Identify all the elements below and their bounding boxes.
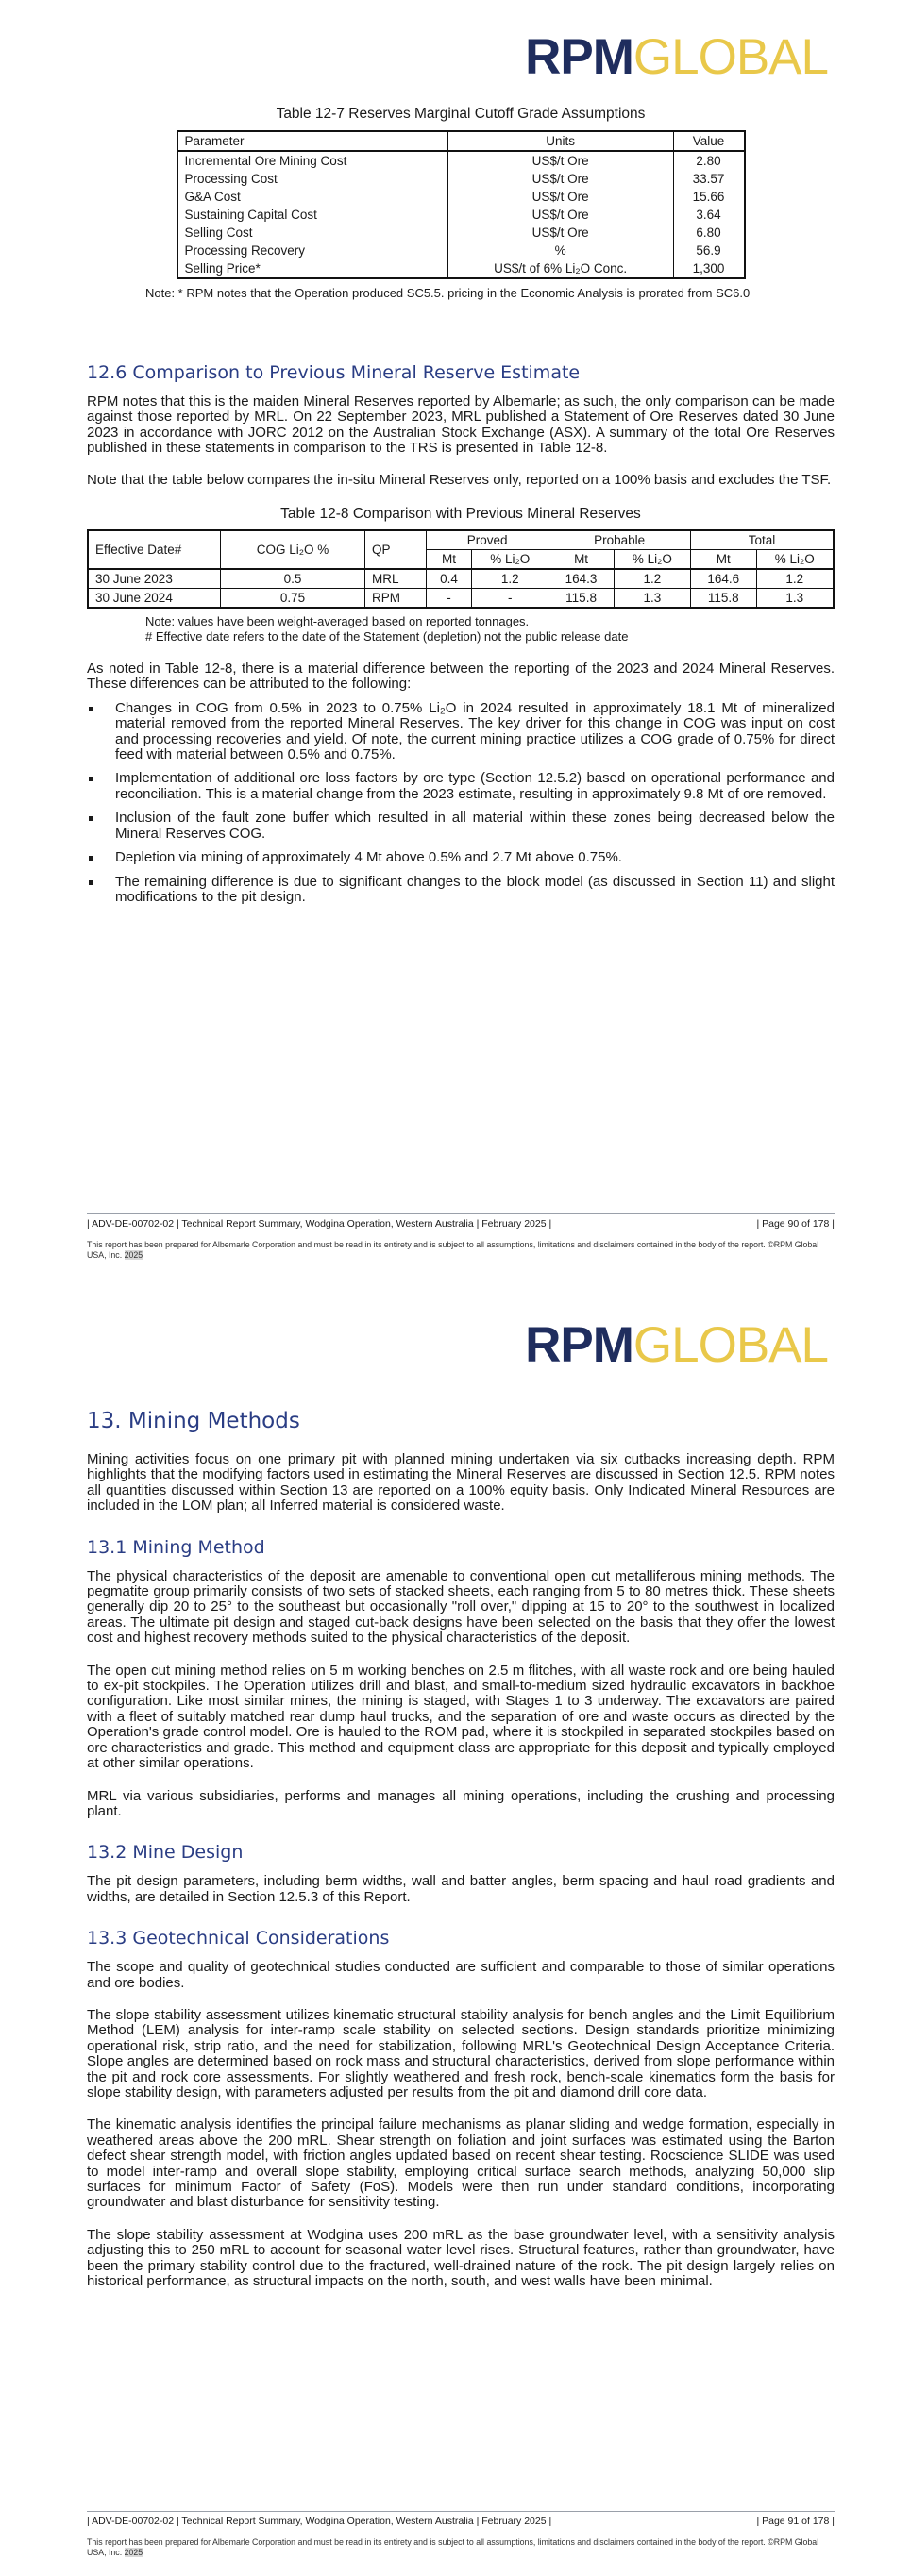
- list-item-text: Implementation of additional ore loss factors by ore type (Section 12.5.2) based on operational performance and reconciliation. This is a material change from the 2023 estimate, resulting in approximately 9.8 Mt of ore removed.: [115, 770, 835, 802]
- differences-list: [87, 701, 835, 905]
- table-row: [177, 206, 745, 224]
- table-cell: 164.6: [691, 569, 757, 589]
- table-cell: 1,300: [673, 259, 744, 278]
- table-cell: 33.57: [673, 170, 744, 188]
- paragraph: MRL via various subsidiaries, performs and manages all mining operations, including the crushing and processing plant.: [87, 1787, 835, 1819]
- page-footer: [87, 1213, 835, 1260]
- table-cell: 1.3: [614, 589, 690, 609]
- table-header: Value: [673, 131, 744, 151]
- table-header: Mt: [691, 550, 757, 570]
- footer-year: 2025: [124, 1249, 143, 1260]
- list-item: [87, 701, 835, 763]
- table-note: Note: values have been weight-averaged based on reported tonnages.: [145, 614, 530, 629]
- page-number: | Page 90 of 178 |: [756, 1218, 835, 1229]
- table-note: # Effective date refers to the date of the Statement (depletion) not the public release date: [145, 629, 629, 644]
- table-cell: -: [427, 589, 472, 609]
- table-cell: Selling Price*: [177, 259, 448, 278]
- footer-disclaimer: This report has been prepared for Albemarle Corporation and must be read in its entirety and is subject to all assumptions, limitations and disclaimers contained in the body of the report. ©RPM Global USA, Inc. 2025: [87, 1240, 819, 1260]
- table-header: % Li₂O: [472, 550, 548, 570]
- paragraph: The kinematic analysis identifies the principal failure mechanisms as planar sliding and wedge formation, especially in weathered areas above the 200 mRL. Shear strength on foliation and joint surfaces was estimated using the Barton defect shear strength model, with friction angles updated based on recent shear testing. Rocscience SLIDE was used to model inter-ramp and overall slope stability, employing critical surface search methods, analyzing 50,000 slip surfaces for minimum Factor of Safety (FoS). Models were then run under standard conditions, incorporating groundwater and blast disturbance for sensitivity testing.: [87, 2116, 835, 2211]
- table-header: Proved: [427, 530, 548, 550]
- table-caption: Table 12-8 Comparison with Previous Mineral Reserves: [280, 506, 641, 523]
- table-cell: 1.2: [472, 569, 548, 589]
- table-row: [177, 242, 745, 259]
- footer-meta: [87, 1214, 835, 1231]
- table-12-7-block: [87, 106, 835, 300]
- table-cell: 0.75: [221, 589, 365, 609]
- footer-disclaimer: This report has been prepared for Albemarle Corporation and must be read in its entirety and is subject to all assumptions, limitations and disclaimers contained in the body of the report. ©RPM Global USA, Inc. 2025: [87, 2537, 819, 2557]
- table-cell: US$/t of 6% Li₂O Conc.: [447, 259, 673, 278]
- footer-doc-info: | ADV-DE-00702-02 | Technical Report Summary, Wodgina Operation, Western Australia | February 2025 |: [87, 2516, 552, 2527]
- table-note: Note: * RPM notes that the Operation produced SC5.5. pricing in the Economic Analysis is prorated from SC6.0: [145, 286, 751, 300]
- square-bullet-icon: [89, 880, 93, 885]
- table-cell: Processing Recovery: [177, 242, 448, 259]
- section-heading: 13.1 Mining Method: [87, 1536, 265, 1558]
- table-cell: 2.80: [673, 151, 744, 170]
- paragraph: The physical characteristics of the deposit are amenable to conventional open cut metalliferous mining methods. The pegmatite group primarily consists of two sets of stacked sheets, each ranging from 5 to 80 metres thick. These sheets generally dip 20 to 25° to the southeast but occasionally "roll over," dipping at 15 to 20° to the southwest in localized areas. The ultimate pit design and staged cut-back designs have been selected on the basis that they offer the lowest cost and highest recovery methods suited to the physical characteristics of the deposit.: [87, 1567, 835, 1647]
- rpm-global-logo: RPMGLOBAL: [525, 1317, 828, 1373]
- table-cell: US$/t Ore: [447, 224, 673, 242]
- table-cell: 115.8: [548, 589, 615, 609]
- table-row: [177, 170, 745, 188]
- list-item: [87, 875, 835, 906]
- paragraph: Mining activities focus on one primary pit with planned mining undertaken via six cutbacks increasing depth. RPM highlights that the modifying factors used in estimating the Mineral Reserves are discussed in Section 12.5. RPM notes all quantities discussed within Section 13 are reported on a 100% equity basis. Only Indicated Mineral Resources are included in the LOM plan; all Inferred material is considered waste.: [87, 1451, 835, 1514]
- paragraph: The scope and quality of geotechnical studies conducted are sufficient and comparable to those of similar operations and ore bodies.: [87, 1959, 835, 1991]
- list-item: [87, 771, 835, 802]
- paragraph: The pit design parameters, including berm widths, wall and batter angles, berm spacing and haul road gradients and widths, are detailed in Section 12.5.3 of this Report.: [87, 1873, 835, 1905]
- table-cell: -: [472, 589, 548, 609]
- section-heading: 13.2 Mine Design: [87, 1842, 244, 1864]
- list-item-text: Changes in COG from 0.5% in 2023 to 0.75% Li₂O in 2024 resulted in approximately 18.1 Mt of mineralized material removed from the reported Mineral Reserves. The key driver for this change in COG was input on cost and processing recoveries and yield. Of note, the current mining practice utilizes a COG grade of 0.75% for direct feed with material between 0.5% and 0.75%.: [115, 699, 835, 763]
- table-cell: MRL: [365, 569, 427, 589]
- list-item-text: The remaining difference is due to significant changes to the block model (as discussed in Section 11) and slight modifications to the pit design.: [115, 873, 835, 905]
- table-header: Parameter: [177, 131, 448, 151]
- table-row: [88, 569, 834, 589]
- table-cell: 115.8: [691, 589, 757, 609]
- paragraph: The slope stability assessment utilizes kinematic structural stability analysis for bench angles and the Limit Equilibrium Method (LEM) analysis for inter-ramp scale stability on selected sections. Design standards prioritize minimizing operational risk, strip ratio, and the need for stabilization, following MRL's Geotechnical Design Acceptance Criteria. Slope angles are determined based on rock mass and structural characteristics, derived from slope performance within the pit and rock core assessments. For slightly weathered and fresh rock, bench-scale kinematics form the basis for slope stability design, with parameters adjusted per results from the pit and diamond drill core data.: [87, 2006, 835, 2100]
- square-bullet-icon: [89, 856, 93, 861]
- table-header: QP: [365, 530, 427, 569]
- table-header: % Li₂O: [756, 550, 834, 570]
- table-header: Probable: [548, 530, 691, 550]
- table-header: Mt: [427, 550, 472, 570]
- table-cell: RPM: [365, 589, 427, 609]
- table-header: Effective Date#: [88, 530, 221, 569]
- table-cell: G&A Cost: [177, 188, 448, 206]
- table-header: % Li₂O: [614, 550, 690, 570]
- table-cell: Selling Cost: [177, 224, 448, 242]
- page-footer: [87, 2511, 835, 2557]
- paragraph: The slope stability assessment at Wodgina uses 200 mRL as the base groundwater level, with a sensitivity analysis adjusting this to 250 mRL to account for seasonal water level rises. Structural features, rather than groundwater, have been the primary stability control due to the fractured, well-drained nature of the rock. The pit design largely relies on historical performance, as structural impacts on the north, south, and west walls have been minimal.: [87, 2226, 835, 2290]
- footer-doc-info: | ADV-DE-00702-02 | Technical Report Summary, Wodgina Operation, Western Australia | February 2025 |: [87, 1218, 552, 1229]
- table-cell: US$/t Ore: [447, 170, 673, 188]
- table-row: [177, 259, 745, 278]
- chapter-13: [87, 1409, 835, 2289]
- table-cell: US$/t Ore: [447, 188, 673, 206]
- table-cell: 30 June 2024: [88, 589, 221, 609]
- table-row: [177, 224, 745, 242]
- square-bullet-icon: [89, 707, 93, 711]
- table-cell: 164.3: [548, 569, 615, 589]
- paragraph: Note that the table below compares the in-situ Mineral Reserves only, reported on a 100% basis and excludes the TSF.: [87, 471, 832, 488]
- table-row: [177, 188, 745, 206]
- table-cell: Sustaining Capital Cost: [177, 206, 448, 224]
- report-page-91: [0, 1288, 911, 2576]
- section-heading: 13.3 Geotechnical Considerations: [87, 1928, 390, 1949]
- table-cell: 0.4: [427, 569, 472, 589]
- table-caption: Table 12-7 Reserves Marginal Cutoff Grade Assumptions: [276, 106, 646, 122]
- table-header: Units: [447, 131, 673, 151]
- paragraph: The open cut mining method relies on 5 m working benches on 2.5 m flitches, with all waste rock and ore being hauled to ex-pit stockpiles. The Operation utilizes drill and blast, and small-to-medium sized hydraulic excavators in backhoe configuration. Like most similar mines, the mining is staged, with Stages 1 to 3 underway. The excavators are paired with a fleet of suitably matched rear dump haul trucks, and the separation of ore and waste occurs as directed by the Operation's grade control model. Ore is hauled to the ROM pad, where it is stockpiled in separated stockpiles based on ore characteristics and grade. This method and equipment class are appropriate for this deposit and typically employed at other similar operations.: [87, 1662, 835, 1772]
- list-item: [87, 850, 835, 865]
- page-number: | Page 91 of 178 |: [756, 2516, 835, 2527]
- table-header: Mt: [548, 550, 615, 570]
- paragraph: As noted in Table 12-8, there is a material difference between the reporting of the 2023 and 2024 Mineral Reserves. These differences can be attributed to the following:: [87, 661, 835, 693]
- list-item: [87, 811, 835, 842]
- table-header: COG Li₂O %: [221, 530, 365, 569]
- table-row: [88, 589, 834, 609]
- table-header: Total: [691, 530, 834, 550]
- table-cell: 6.80: [673, 224, 744, 242]
- square-bullet-icon: [89, 816, 93, 821]
- square-bullet-icon: [89, 777, 93, 781]
- table-row: [177, 151, 745, 170]
- table-cell: 3.64: [673, 206, 744, 224]
- list-item-text: Inclusion of the fault zone buffer which resulted in all material within these zones being decreased below the Mineral Reserves COG.: [115, 810, 835, 842]
- list-item-text: Depletion via mining of approximately 4 Mt above 0.5% and 2.7 Mt above 0.75%.: [115, 849, 622, 866]
- table-cell: US$/t Ore: [447, 151, 673, 170]
- section-12-6: [87, 362, 835, 913]
- reserves-comparison-table: [87, 529, 835, 609]
- section-heading: 12.6 Comparison to Previous Mineral Reserve Estimate: [87, 362, 581, 383]
- table-cell: Processing Cost: [177, 170, 448, 188]
- rpm-global-logo: RPMGLOBAL: [525, 29, 828, 85]
- table-cell: %: [447, 242, 673, 259]
- paragraph: RPM notes that this is the maiden Mineral Reserves reported by Albemarle; as such, the only comparison can be made against those reported by MRL. On 22 September 2023, MRL published a Statement of Ore Reserves dated 30 June 2023 in accordance with JORC 2012 on the Australian Stock Exchange (ASX). A summary of the total Ore Reserves published in these statements in comparison to the TRS is presented in Table 12-8.: [87, 393, 835, 457]
- footer-year: 2025: [124, 2547, 143, 2557]
- cutoff-grade-table: [177, 130, 746, 279]
- table-cell: 1.2: [614, 569, 690, 589]
- footer-meta: [87, 2512, 835, 2529]
- table-cell: 1.2: [756, 569, 834, 589]
- table-cell: 15.66: [673, 188, 744, 206]
- table-cell: 30 June 2023: [88, 569, 221, 589]
- table-cell: US$/t Ore: [447, 206, 673, 224]
- table-cell: 56.9: [673, 242, 744, 259]
- table-cell: 0.5: [221, 569, 365, 589]
- table-cell: 1.3: [756, 589, 834, 609]
- table-cell: Incremental Ore Mining Cost: [177, 151, 448, 170]
- chapter-heading: 13. Mining Methods: [87, 1409, 300, 1433]
